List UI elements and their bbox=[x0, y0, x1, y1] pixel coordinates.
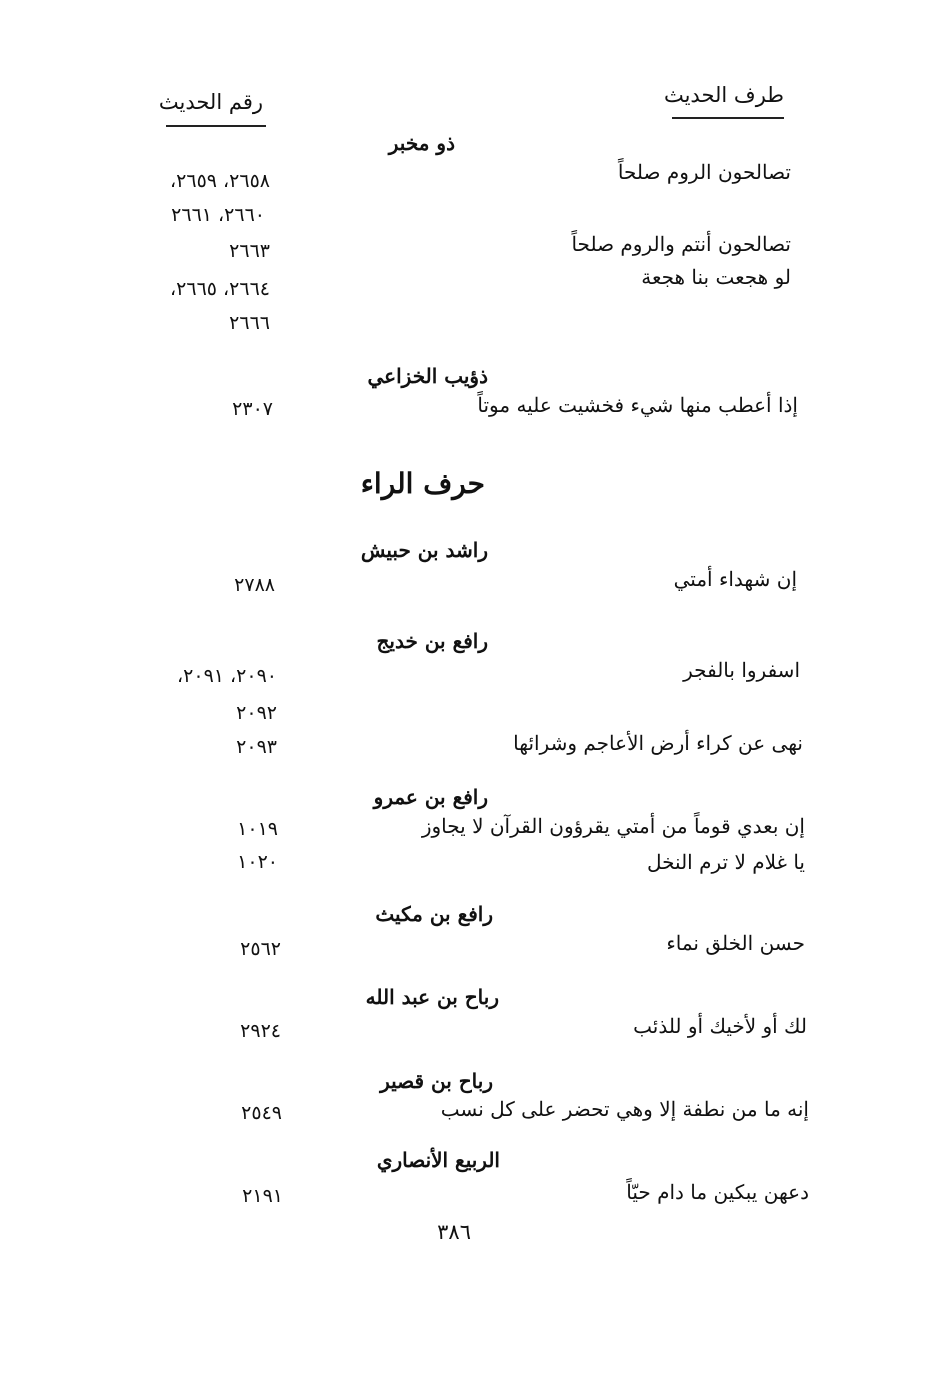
narrator-name: الربيع الأنصاري bbox=[376, 1148, 500, 1172]
hadith-entry: حسن الخلق نماء bbox=[666, 931, 805, 955]
hadith-entry: لو هجعت بنا هجعة bbox=[641, 265, 791, 289]
hadith-number: ٢٦٦٦ bbox=[229, 312, 270, 334]
hadith-entry: تصالحون الروم صلحاً bbox=[617, 160, 791, 184]
hadith-entry: إنه ما من نطفة إلا وهي تحضر على كل نسب bbox=[440, 1097, 809, 1121]
hadith-number-underline bbox=[166, 125, 266, 127]
narrator-name: راشد بن حبيش bbox=[360, 538, 488, 562]
hadith-title-underline bbox=[672, 117, 784, 119]
hadith-number: ٢٧٨٨ bbox=[234, 574, 275, 596]
hadith-entry: دعهن يبكين ما دام حيّاً bbox=[626, 1180, 809, 1204]
hadith-number: ٢٥٤٩ bbox=[241, 1102, 282, 1124]
hadith-number-header: رقم الحديث bbox=[158, 90, 263, 114]
hadith-number: ٢٠٩٠، ٢٠٩١، bbox=[177, 665, 277, 687]
hadith-entry: إن بعدي قوماً من أمتي يقرؤون القرآن لا يجاوز bbox=[421, 814, 805, 838]
page-number: ٣٨٦ bbox=[437, 1220, 471, 1244]
hadith-number: ١٠٢٠ bbox=[237, 851, 278, 873]
narrator-name: رافع بن عمرو bbox=[373, 785, 488, 809]
hadith-number: ٢٠٩٢ bbox=[236, 702, 277, 724]
narrator-name: رباح بن عبد الله bbox=[365, 985, 499, 1009]
hadith-entry: يا غلام لا ترم النخل bbox=[647, 850, 805, 874]
hadith-number: ٢٦٦٣ bbox=[229, 240, 270, 262]
hadith-number: ٢٦٥٨، ٢٦٥٩، bbox=[170, 170, 270, 192]
hadith-entry: إن شهداء أمتي bbox=[673, 567, 797, 591]
section-title: حرف الراء bbox=[360, 467, 485, 500]
hadith-entry: اسفروا بالفجر bbox=[683, 658, 800, 682]
narrator-name: ذؤيب الخزاعي bbox=[367, 364, 488, 388]
hadith-entry: لك أو لأخيك أو للذئب bbox=[633, 1014, 807, 1038]
hadith-number: ٢٦٦٤، ٢٦٦٥، bbox=[170, 278, 270, 300]
hadith-title-header: طرف الحديث bbox=[663, 83, 784, 107]
hadith-number: ١٠١٩ bbox=[237, 818, 278, 840]
hadith-number: ٢١٩١ bbox=[242, 1185, 283, 1207]
hadith-number: ٢٣٠٧ bbox=[232, 398, 273, 420]
hadith-entry: نهى عن كراء أرض الأعاجم وشرائها bbox=[513, 731, 803, 755]
hadith-number: ٢٦٦٠، ٢٦٦١ bbox=[171, 204, 265, 226]
narrator-name: رافع بن خديج bbox=[376, 629, 488, 653]
hadith-entry: إذا أعطب منها شيء فخشيت عليه موتاً bbox=[477, 393, 798, 417]
narrator-name: ذو مخبر bbox=[388, 131, 455, 155]
hadith-number: ٢٥٦٢ bbox=[240, 938, 281, 960]
narrator-name: رافع بن مكيث bbox=[375, 902, 493, 926]
hadith-number: ٢٠٩٣ bbox=[236, 736, 277, 758]
hadith-entry: تصالحون أنتم والروم صلحاً bbox=[571, 232, 791, 256]
hadith-number: ٢٩٢٤ bbox=[240, 1020, 281, 1042]
narrator-name: رباح بن قصير bbox=[380, 1069, 493, 1093]
